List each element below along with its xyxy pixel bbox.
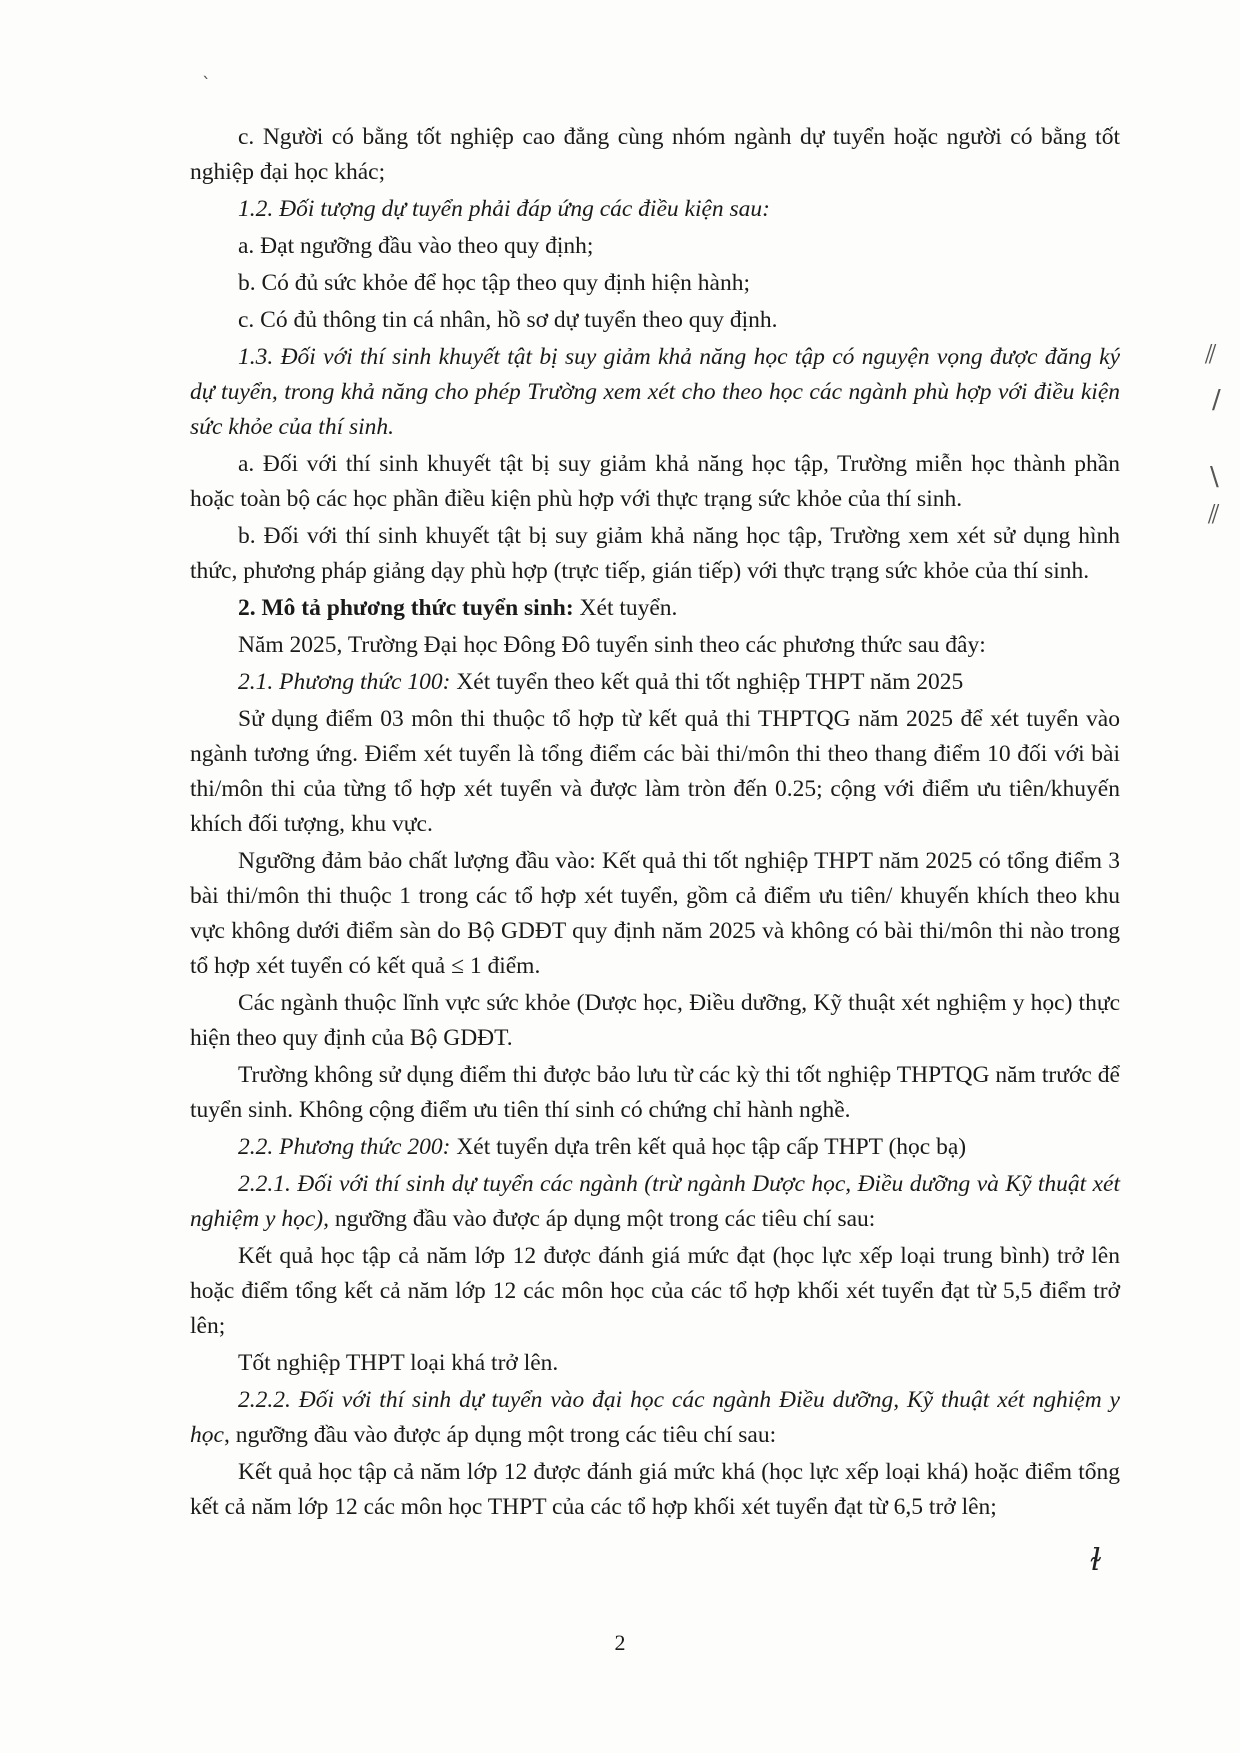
paragraph (190, 1455, 1120, 1525)
paragraph-text: a. Đối với thí sinh khuyết tật bị suy giảm khả năng học tập, Trường miễn học thành phần hoặc toàn bộ các học phần điều kiện phù hợp với thực trạng sức khỏe của thí sinh. (190, 451, 1120, 512)
paragraph-text: Sử dụng điểm 03 môn thi thuộc tổ hợp từ kết quả thi THPTQG năm 2025 để xét tuyển vào ngành tương ứng. Điểm xét tuyển là tổng điểm các bài thi/môn thi theo thang điểm 10 đối với bài thi/môn thi của từng tổ hợp xét tuyển và được làm tròn đến 0.25; cộng với điểm ưu tiên/khuyến khích đối tượng, khu vực. (190, 706, 1120, 837)
paragraph (190, 1167, 1120, 1237)
paragraph-text: Trường không sử dụng điểm thi được bảo lưu từ các kỳ thi tốt nghiệp THPTQG năm trước để tuyển sinh. Không cộng điểm ưu tiên thí sinh có chứng chỉ hành nghề. (190, 1062, 1120, 1123)
scan-mark-top: ` (202, 74, 211, 95)
scan-mark-right-1: ⫽ (1205, 340, 1217, 370)
paragraph-text: Xét tuyển theo kết quả thi tốt nghiệp THPT năm 2025 (450, 669, 964, 695)
document-body (190, 120, 1120, 1527)
paragraph-text: Năm 2025, Trường Đại học Đông Đô tuyển sinh theo các phương thức sau đây: (238, 632, 986, 658)
paragraph (190, 591, 1120, 626)
paragraph-text: b. Đối với thí sinh khuyết tật bị suy giảm khả năng học tập, Trường xem xét sử dụng hình thức, phương pháp giảng dạy phù hợp (trực tiếp, gián tiếp) với thực trạng sức khỏe của thí sinh. (190, 523, 1120, 584)
paragraph (190, 229, 1120, 264)
paragraph-text: c. Có đủ thông tin cá nhân, hồ sơ dự tuyển theo quy định. (238, 307, 778, 333)
paragraph-text: 1.3. Đối với thí sinh khuyết tật bị suy giảm khả năng học tập có nguyện vọng được đăng ký dự tuyển, trong khả năng cho phép Trường xem xét cho theo học các ngành phù hợp với điều kiện sức khỏe của thí sinh. (190, 344, 1120, 440)
paragraph-text: 1.2. Đối tượng dự tuyển phải đáp ứng các điều kiện sau: (238, 196, 770, 222)
paragraph-text: , ngưỡng đầu vào được áp dụng một trong các tiêu chí sau: (223, 1422, 777, 1448)
scan-mark-right-4: ⫽ (1208, 500, 1220, 530)
paragraph-text: Xét tuyển. (573, 595, 678, 621)
paragraph (190, 844, 1120, 984)
paragraph-text: Ngưỡng đảm bảo chất lượng đầu vào: Kết quả thi tốt nghiệp THPT năm 2025 có tổng điểm 3 bài thi/môn thi thuộc 1 trong các tổ hợp xét tuyển, gồm cả điểm ưu tiên/ khuyến khích theo khu vực không dưới điểm sàn do Bộ GDĐT quy định năm 2025 và không có bài thi/môn thi nào trong tổ hợp xét tuyển có kết quả ≤ 1 điểm. (190, 848, 1120, 979)
paragraph (190, 1346, 1120, 1381)
paragraph (190, 303, 1120, 338)
paragraph (190, 519, 1120, 589)
paragraph-text: 2.2.1. Đối với thí sinh dự tuyển các ngành (trừ ngành Dược học, Điều dưỡng và Kỹ thuật xét nghiệm y học), (190, 1171, 1120, 1232)
paragraph (190, 702, 1120, 842)
paragraph (190, 1058, 1120, 1128)
paragraph (190, 120, 1120, 190)
paragraph (190, 1239, 1120, 1344)
handwritten-initial: ɫ (1090, 1543, 1102, 1578)
page-number: 2 (614, 1630, 626, 1655)
paragraph (190, 665, 1120, 700)
paragraph (190, 192, 1120, 227)
paragraph-text: ngưỡng đầu vào được áp dụng một trong các tiêu chí sau: (329, 1206, 876, 1232)
paragraph (190, 1383, 1120, 1453)
paragraph (190, 266, 1120, 301)
paragraph-text: c. Người có bằng tốt nghiệp cao đẳng cùng nhóm ngành dự tuyển hoặc người có bằng tốt nghiệp đại học khác; (190, 124, 1120, 185)
paragraph (190, 447, 1120, 517)
paragraph-text: 2.2.2. Đối với thí sinh dự tuyển vào đại học các ngành Điều dưỡng, Kỹ thuật xét nghiệm y học (190, 1387, 1120, 1448)
paragraph-text: Kết quả học tập cả năm lớp 12 được đánh giá mức đạt (học lực xếp loại trung bình) trở lên hoặc điểm tổng kết cả năm lớp 12 các môn học của các tổ hợp khối xét tuyển đạt từ 5,5 điểm trở lên; (190, 1243, 1120, 1339)
paragraph (190, 340, 1120, 445)
scan-mark-right-3: \ (1210, 462, 1219, 492)
paragraph (190, 1130, 1120, 1165)
paragraph-text: Kết quả học tập cả năm lớp 12 được đánh giá mức khá (học lực xếp loại khá) hoặc điểm tổng kết cả năm lớp 12 các môn học THPT của các tổ hợp khối xét tuyển đạt từ 6,5 trở lên; (190, 1459, 1120, 1520)
paragraph (190, 628, 1120, 663)
paragraph-text: 2.1. Phương thức 100: (238, 669, 451, 695)
paragraph-text: 2.2. Phương thức 200: (238, 1134, 451, 1160)
paragraph-text: Tốt nghiệp THPT loại khá trở lên. (238, 1350, 559, 1376)
paragraph-text: 2. Mô tả phương thức tuyển sinh: (238, 595, 574, 621)
paragraph-text: Xét tuyển dựa trên kết quả học tập cấp THPT (học bạ) (450, 1134, 967, 1160)
paragraph-text: b. Có đủ sức khỏe để học tập theo quy định hiện hành; (238, 270, 751, 296)
paragraph (190, 986, 1120, 1056)
scan-mark-right-2: / (1212, 385, 1221, 415)
paragraph-text: a. Đạt ngưỡng đầu vào theo quy định; (238, 233, 594, 259)
paragraph-text: Các ngành thuộc lĩnh vực sức khỏe (Dược học, Điều dưỡng, Kỹ thuật xét nghiệm y học) thực hiện theo quy định của Bộ GDĐT. (190, 990, 1120, 1051)
